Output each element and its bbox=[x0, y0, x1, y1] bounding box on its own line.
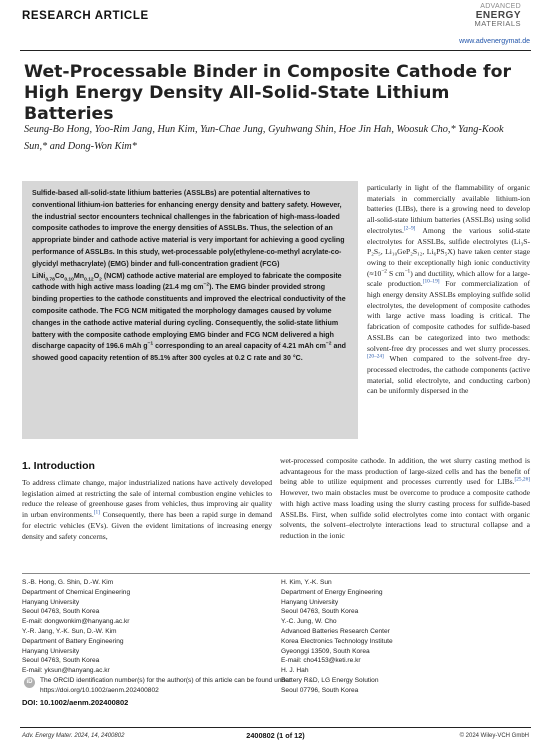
doi-label[interactable]: DOI: 10.1002/aenm.202400802 bbox=[22, 698, 129, 707]
aff-line: Department of Energy Engineering bbox=[281, 588, 383, 596]
aff-line: Hanyang University bbox=[281, 598, 339, 606]
affiliations-right bbox=[281, 578, 531, 696]
email-link[interactable]: E-mail: yksun@hanyang.ac.kr bbox=[22, 667, 110, 675]
intro-column-2-top: particularly in light of the flammability of organic materials in commercially available lithium-ion batteries (LIBs), there is a growing need to develop all-solid-state lithium batteries (ASSLBs) using solid electrolytes.[2–9] Among the various solid-state electrolytes for ASSLBs, sulfide electrolytes (Li₃S-P₂S₅, Li₁₀GeP₂S₁₂, Li₆PS₅X) have taken center stage owing to their exceptionally high ionic conductivity ($\approx 10^{-2}$ S $cm^{-1}$) and ductility, which allow for a large-scale production.[10–19] For commercialization of high energy density ASSLBs employing sulfide solid electrolytes, the development of composite cathodes with large active mass loading is critical. The fabrication of composite cathodes for sulfide-based ASSLBs can be categorized into two methods: solvent-free dry processes and wet slurry processes.[20–24] When compared to the solvent-free dry-processed electrodes, the cathode components (active material, solid electrolyte, and conducting carbon) can be uniformly dispersed in the bbox=[367, 183, 531, 396]
aff-line: Department of Battery Engineering bbox=[22, 637, 124, 645]
copyright: © 2024 Wiley-VCH GmbH bbox=[459, 733, 529, 739]
intro-column-2-bottom: wet-processed composite cathode. In addition, the wet slurry casting method is advantageous for the mass production of large-sized cells and has the benefit of being able to utilize equipment and processes currently used for LIBs.[25,26] However, two main obstacles must be overcome to produce a composite cathode with high active mass loading using the slurry casting process for sulfide-based ASSLBs. First, when sulfide solid electrolytes come into contact with organic solvents, the solvent–electrolyte interactions lead to structural collapse and a reduction in the ionic bbox=[280, 456, 530, 540]
citation-link[interactable]: [20–24] bbox=[367, 353, 384, 360]
journal-logo[interactable] bbox=[475, 3, 521, 29]
aff-line: Seoul 04763, South Korea bbox=[22, 657, 100, 665]
orcid-note[interactable]: The ORCID identification number(s) for the author(s) of this article can be found under https://doi.org/10.1002/aenm.202400802 bbox=[40, 677, 292, 694]
email-link[interactable]: E-mail: cho4153@keti.re.kr bbox=[281, 657, 361, 665]
aff-line: Y.-R. Jang, Y.-K. Sun, D.-W. Kim bbox=[22, 627, 117, 635]
aff-line: H. J. Hah bbox=[281, 667, 309, 675]
abstract-text: Sulfide-based all-solid-state lithium batteries (ASSLBs) are potential alternatives to conventional lithium-ion batteries for enhancing energy density and battery safety. However, the industrial sector encounters technical challenges in the fabrication of high-mass-loaded composite cathodes to improve the energy densities of ASSLBs. Thus, the selection of an appropriate binder and cathode active material is very important for achieving a good cycling performance of ASSLBs. In this study, wet-processable poly(ethylene-co-methyl acrylate-co-glycidyl methacrylate) (EMG) binder and full-concentration gradient (FCG) $LiNi_{0.78}Co_{0.10}Mn_{0.12}O_2$ (NCM) cathode active material are employed to fabricate the composite cathode with high active mass loading (21.4 mg $cm^{-2}$). The EMG binder provided strong binding properties to the cathode constituents and improved the electrical conductivity of the composite cathode. The FCG NCM mitigated the morphology damages caused by volume changes in the cathode active material during cycling. Consequently, the solid-state lithium battery with the composite cathode employing EMG binder and FCG NCM delivered a high discharge capacity of 196.6 mAh $g^{-1}$ corresponding to an areal capacity of 4.21 mAh $cm^{-2}$ and showed good capacity retention of 85.1% after 300 cycles at 0.2 C rate and 30 °C. bbox=[32, 190, 346, 363]
footer-divider bbox=[20, 727, 531, 728]
aff-line: Seoul 07796, South Korea bbox=[281, 686, 359, 694]
author-list: Seung-Bo Hong, Yoo-Rim Jang, Hun Kim, Yun-Chae Jung, Gyuhwang Shin, Hoe Jin Hah, Woosuk Cho,* Yang-Kook Sun,* and Dong-Won Kim* bbox=[24, 124, 504, 152]
logo-line-3: MATERIALS bbox=[474, 19, 521, 28]
citation-link[interactable]: [10–19] bbox=[422, 278, 440, 285]
aff-line: Seoul 04763, South Korea bbox=[281, 608, 359, 616]
section-label: RESEARCH ARTICLE bbox=[22, 10, 149, 22]
aff-line: Korea Electronics Technology Institute bbox=[281, 637, 393, 645]
aff-line: Department of Chemical Engineering bbox=[22, 588, 131, 596]
citation-link[interactable]: [1] bbox=[93, 509, 100, 516]
citation-link[interactable]: [2–9] bbox=[403, 225, 416, 232]
aff-line: S.-B. Hong, G. Shin, D.-W. Kim bbox=[22, 579, 114, 586]
aff-line: Advanced Batteries Research Center bbox=[281, 627, 390, 635]
aff-line: H. Kim, Y.-K. Sun bbox=[281, 579, 332, 586]
affiliations-left bbox=[22, 578, 272, 676]
aff-line: Hanyang University bbox=[22, 647, 80, 655]
email-link[interactable]: E-mail: dongwonkim@hanyang.ac.kr bbox=[22, 618, 130, 626]
aff-line: Seoul 04763, South Korea bbox=[22, 608, 100, 616]
journal-citation: Adv. Energy Mater. 2024, 14, 2400802 bbox=[22, 733, 125, 739]
footnote-divider bbox=[22, 573, 530, 574]
header-divider bbox=[20, 50, 531, 51]
citation-link[interactable]: [25,26] bbox=[514, 476, 530, 483]
logo-line-2: ENERGY bbox=[475, 9, 521, 21]
aff-line: Hanyang University bbox=[22, 598, 80, 606]
intro-column-1: To address climate change, major industrialized nations have actively developed legislation aimed at restricting the sale of internal combustion engine vehicles to reduce the release of greenhouse gases from vehicles, thus improving air quality in urban environments.[1] Consequently, there has been a rapid surge in demand for electric vehicles (EVs). Given the evident limitations of increasing energy density and safety concerns, bbox=[22, 478, 272, 541]
aff-line: Battery R&D, LG Energy Solution bbox=[281, 676, 379, 684]
aff-line: Gyeonggi 13509, South Korea bbox=[281, 647, 370, 655]
aff-line: Y.-C. Jung, W. Cho bbox=[281, 618, 337, 626]
logo-line-1: ADVANCED bbox=[480, 3, 521, 10]
section-heading: 1. Introduction bbox=[22, 460, 95, 472]
article-title: Wet-Processable Binder in Composite Cathode for High Energy Density All-Solid-State Lithium Batteries bbox=[24, 62, 511, 124]
journal-url-link[interactable]: www.advenergymat.de bbox=[459, 38, 530, 45]
orcid-icon[interactable]: iD bbox=[24, 677, 35, 688]
page-number: 2400802 (1 of 12) bbox=[246, 731, 305, 740]
